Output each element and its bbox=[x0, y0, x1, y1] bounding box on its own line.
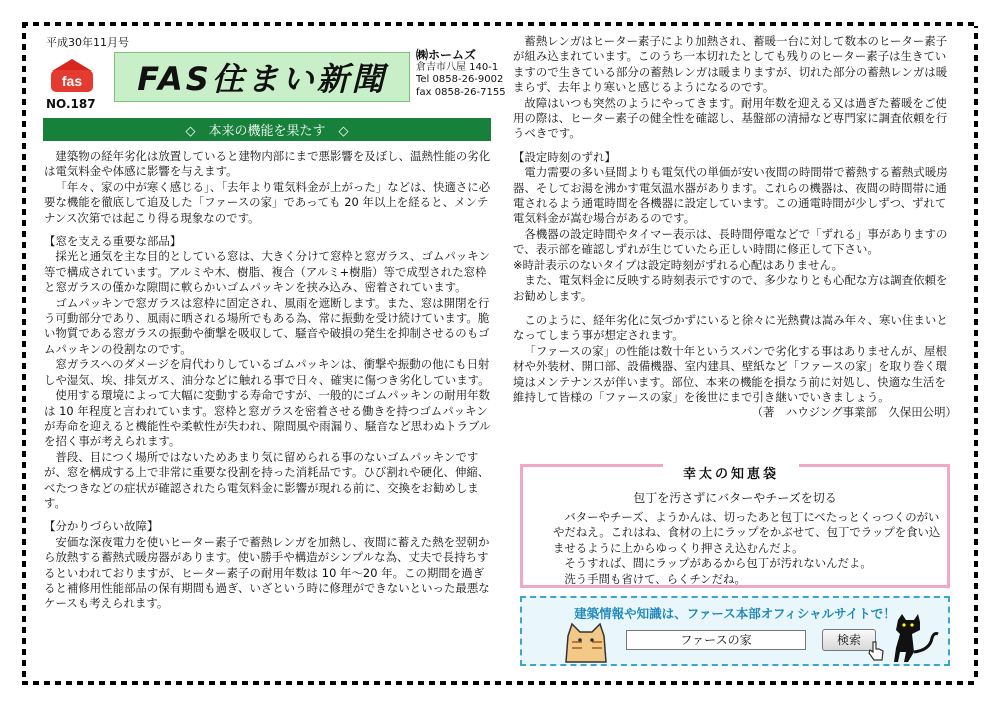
company-fax: fax 0858-26-7155 bbox=[416, 86, 506, 98]
subheading: 【設定時刻のずれ】 bbox=[513, 149, 616, 164]
search-button[interactable]: 検索 bbox=[822, 629, 876, 651]
issue-date: 平成30年11月号 bbox=[46, 36, 129, 49]
paragraph: 普段、目につく場所ではないためあまり気に留められる事のないゴムパッキンですが、窓を構成する上で非常に重要な役割を持った消耗品です。ひび割れや硬化、伸縮、べたつきなどの症状が確認されたら電気料金に影響が現れる前に、交換をお勧めします。 bbox=[44, 449, 490, 510]
paragraph: 安価な深夜電力を使いヒーター素子で蓄熱レンガを加熱し、夜間に蓄えた熱を翌朝から放熱する蓄熱式暖房器があります。使い勝手や構造がシンプルな為、丈夫で長持ちするといわれておりますが、ヒーター素子の耐用年数は 10 年～20 年。この期間を過ぎると補修用性能部品の保有期間も過ぎ、いざという時に修理ができないといった最悪なケースも考えられます。 bbox=[44, 534, 490, 611]
cat-icon bbox=[562, 620, 612, 664]
paragraph: 建築物の経年劣化は放置していると建物内部にまで悪影響を及ぼし、温熱性能の劣化は電気料金や体感に影響を与えます。 bbox=[44, 149, 491, 179]
tips-line: そうすれば、間にラップがあるから包丁が汚れないんだよ。 bbox=[564, 556, 872, 571]
paragraph: 「年々、家の中が寒く感じる」、「去年より電気料金が上がった」などは、快適さに必要な機能を徹底して追及した「ファースの家」であっても 20 年以上を経ると、メンテナンス次第では起こり得る現象なのです。 bbox=[44, 179, 491, 225]
left-article-column bbox=[44, 149, 494, 612]
paragraph: 使用する環境によって大幅に変動する寿命ですが、一般的にゴムパッキンの耐用年数は 10 年程度と言われています。窓枠と窓ガラスを密着させる働きを持つゴムパッキンが寿命を迎えると機能性や柔軟性が失われ、隙間風や雨漏り、騒音など思わぬトラブルを招く事が考えられます。 bbox=[44, 388, 491, 449]
tips-line: バターやチーズ、ようかんは、切ったあと包丁にべたっとくっつくのがいやだねえ。これはね、食材の上にラップをかぶせて、包丁でラップを食い込ませるように上からゆっくり押さえ込むんだよ。 bbox=[553, 510, 941, 555]
note: ※時計表示のないタイプは設定時刻がずれる心配はありません。 bbox=[513, 257, 844, 272]
section-title-banner: ◇ 本来の機能を果たす ◇ bbox=[43, 118, 491, 141]
paragraph: 蓄熱レンガはヒーター素子により加熱され、蓄暖一台に対して数本のヒーター素子が組み込まれています。このうち一本切れたとしても残りのヒーター素子は生きていますので生きている部分の蓄熱レンガは暖まりますが、切れた部分の蓄熱レンガは暖まらず、去年より寒いと感じるようになるのです。 bbox=[513, 34, 948, 95]
search-input[interactable]: ファースの家 bbox=[626, 630, 806, 650]
paragraph: 「ファースの家」の性能は数十年というスパンで劣化する事はありませんが、屋根材や外装材、開口部、設備機器、室内建具、壁紙など「ファースの家」を取り巻く環境はメンテナンスが伴います。部位、本来の機能を損なう前に対処し、快適な生活を維持して皆様の「ファースの家」を後世にまで引き継いでいきましょう。 bbox=[513, 343, 947, 404]
black-cat-icon bbox=[890, 612, 940, 664]
logo-text: fas bbox=[61, 73, 83, 89]
subheading: 【窓を支える重要な部品】 bbox=[44, 234, 182, 249]
right-article-column bbox=[513, 34, 957, 421]
paragraph: 窓ガラスへのダメージを肩代わりしているゴムパッキンは、衝撃や振動の他にも日射しや湿気、埃、排気ガス、油分などに触れる事で日々、確実に傷つき劣化しています。 bbox=[44, 357, 490, 387]
company-tel: Tel 0858-26-9002 bbox=[416, 74, 504, 85]
paragraph: 電力需要の多い昼間よりも電気代の単価が安い夜間の時間帯で蓄熱する蓄熱式暖房器、そしてお湯を沸かす電気温水器があります。これらの機器は、夜間の時間帯に通電されるよう通電時間を各機器に設定しています。この通電時間が少しずつ、ずれて電気料金が嵩む場合があるのです。 bbox=[513, 165, 948, 226]
tips-subtitle: 包丁を汚さずにバターやチーズを切る bbox=[633, 491, 837, 505]
paragraph: 各機器の設定時間やタイマー表示は、長時間停電などで「ずれる」事がありますので、表示部を確認しずれが生じていたら正しい時間に修正して下さい。 bbox=[513, 226, 948, 257]
website-search-box bbox=[520, 596, 950, 666]
fas-logo bbox=[48, 57, 96, 93]
masthead-title: FAS住まい新聞 bbox=[137, 60, 387, 98]
newspaper-masthead bbox=[114, 52, 410, 102]
company-info bbox=[416, 49, 506, 99]
paragraph: ゴムパッキンで窓ガラスは窓枠に固定され、風雨を遮断します。また、窓は開閉を行う可動部分であり、風雨に晒される場所でもある為、常に振動を受け続けています。脆い物質である窓ガラスの振動や衝撃を吸収して、騒音や破損の発生を抑制させるのもゴムパッキンの役割なのです。 bbox=[44, 295, 490, 356]
paragraph: 採光と通気を主な目的としている窓は、大きく分けて窓枠と窓ガラス、ゴムパッキン等で構成されています。アルミや木、樹脂、複合（アルミ+樹脂）等で成型された窓枠と窓ガラスの僅かな隙間に軟らかいゴムパッキンを挟み込み、密着されています。 bbox=[44, 249, 491, 295]
author-signature: （著 ハウジング事業部 久保田公明） bbox=[751, 405, 957, 420]
company-address: 倉吉市八屋 140-1 bbox=[416, 61, 499, 73]
subheading: 【分かりづらい故障】 bbox=[44, 519, 159, 534]
tips-body bbox=[553, 510, 943, 587]
pointer-hand-icon bbox=[867, 640, 885, 662]
paragraph: また、電気料金に反映する時刻表示ですので、多少なりとも心配な方は調査依頼をお勧めします。 bbox=[513, 273, 948, 303]
tips-box bbox=[520, 464, 950, 588]
company-name: ㈱ホームズ bbox=[416, 48, 477, 62]
issue-number: NO.187 bbox=[46, 97, 96, 111]
paragraph: 故障はいつも突然のようにやってきます。耐用年数を迎える又は過ぎた蓄暖をご使用の際は、ヒーター素子の健全性を確認し、基盤部の清掃など専門家に調査依頼を行うべきです。 bbox=[513, 95, 948, 141]
tips-line: 洗う手間も省けて、らくチンだね。 bbox=[564, 571, 746, 586]
paragraph: このように、経年劣化に気づかずにいると徐々に光熱費は嵩み年々、寒い住まいとなってしまう事が想定されます。 bbox=[513, 312, 948, 343]
website-caption: 建築情報や知識は、ファース本部オフィシャルサイトで！ bbox=[574, 606, 896, 621]
tips-title: 幸太の知恵袋 bbox=[663, 464, 799, 486]
